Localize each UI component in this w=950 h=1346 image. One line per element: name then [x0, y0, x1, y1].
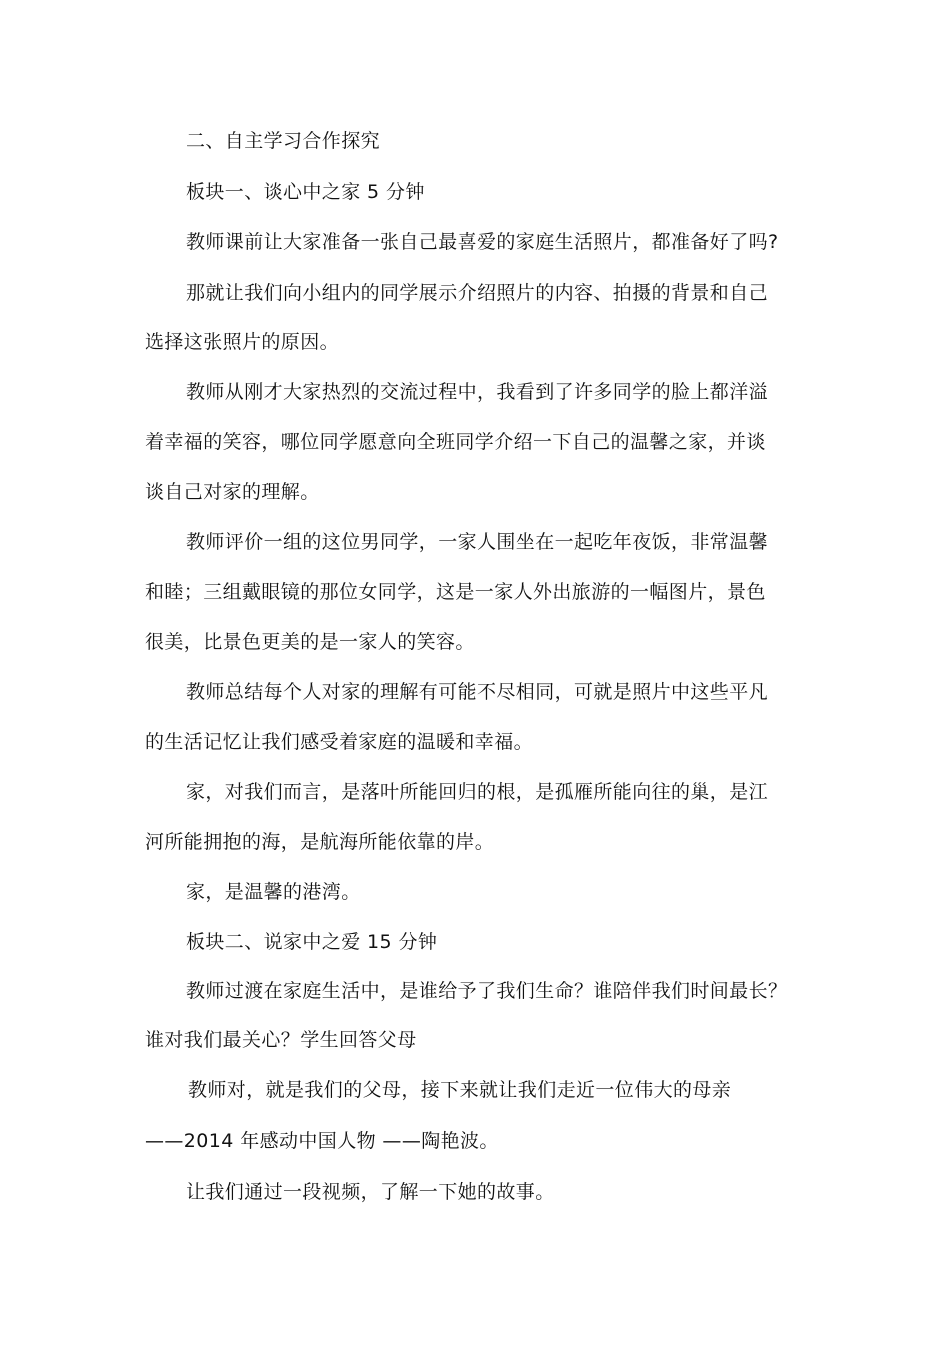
block-two-heading: 板块二、说家中之爱 15 分钟 [186, 931, 438, 953]
section-heading: 二、自主学习合作探究 [186, 130, 381, 152]
paragraph-line: ——2014 年感动中国人物 ——陶艳波。 [145, 1130, 499, 1152]
paragraph-line: 教师过渡在家庭生活中，是谁给予了我们生命？谁陪伴我们时间最长？ [186, 980, 788, 1002]
paragraph-line: 家，对我们而言，是落叶所能回归的根，是孤雁所能向往的巢，是江 [186, 781, 769, 803]
paragraph-line: 和睦；三组戴眼镜的那位女同学，这是一家人外出旅游的一幅图片，景色 [145, 581, 766, 603]
paragraph-line: 谁对我们最关心？学生回答父母 [145, 1029, 417, 1051]
paragraph-line: 教师评价一组的这位男同学，一家人围坐在一起吃年夜饭，非常温馨 [186, 531, 769, 553]
paragraph-line: 家，是温馨的港湾。 [186, 881, 361, 903]
paragraph-line: 让我们通过一段视频，了解一下她的故事。 [186, 1181, 555, 1203]
paragraph-line: 着幸福的笑容，哪位同学愿意向全班同学介绍一下自己的温馨之家，并谈 [145, 431, 766, 453]
paragraph-line: 那就让我们向小组内的同学展示介绍照片的内容、拍摄的背景和自己 [186, 282, 769, 304]
paragraph-line: 谈自己对家的理解。 [145, 481, 320, 503]
paragraph-line: 很美，比景色更美的是一家人的笑容。 [145, 631, 475, 653]
paragraph-line: 选择这张照片的原因。 [145, 331, 340, 353]
paragraph-line: 河所能拥抱的海，是航海所能依靠的岸。 [145, 831, 495, 853]
paragraph-line: 教师对，就是我们的父母，接下来就让我们走近一位伟大的母亲 [188, 1079, 732, 1101]
block-one-heading: 板块一、谈心中之家 5 分钟 [186, 181, 425, 203]
paragraph-line: 教师从刚才大家热烈的交流过程中，我看到了许多同学的脸上都洋溢 [186, 381, 769, 403]
paragraph-line: 的生活记忆让我们感受着家庭的温暖和幸福。 [145, 731, 534, 753]
paragraph-line: 教师课前让大家准备一张自己最喜爱的家庭生活照片，都准备好了吗? [186, 231, 779, 253]
paragraph-line: 教师总结每个人对家的理解有可能不尽相同，可就是照片中这些平凡 [186, 681, 769, 703]
